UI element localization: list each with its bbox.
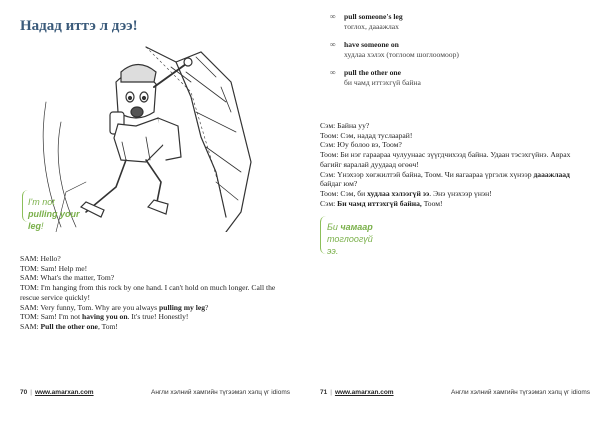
dialogue-text: ? bbox=[205, 302, 209, 312]
callout-text-pre: Би bbox=[327, 222, 338, 232]
idiom-english: pull the other one bbox=[344, 68, 402, 77]
page-footer bbox=[320, 386, 590, 398]
idiom-highlight: having you on bbox=[82, 312, 128, 322]
dialogue-line bbox=[20, 303, 290, 313]
idiom-list bbox=[330, 12, 580, 96]
dialogue-line bbox=[320, 131, 590, 141]
dialogue-text: Сэм, надад туслаарай! bbox=[338, 130, 413, 140]
speaker-name: TOM: bbox=[20, 283, 39, 293]
speaker-name: SAM: bbox=[20, 302, 39, 312]
idiom-mongolian: тоглох, дааажлах bbox=[344, 21, 399, 31]
dialogue-text: Үнэхээр хөгжилтэй байна, Тоом. Чи яагаараа үргэлж хүнээр bbox=[335, 169, 534, 179]
dialogue-text: Hello? bbox=[38, 254, 61, 263]
idiom-highlight: дааажлаад bbox=[533, 169, 570, 179]
dialogue-line bbox=[20, 273, 290, 283]
dialogue-text: . Энэ үнэхээр үнэн! bbox=[429, 188, 492, 198]
dialogue-line bbox=[320, 150, 590, 169]
idiom-mongolian: худлаа хэлэх (тоглоом шоглоомоор) bbox=[344, 49, 459, 59]
speaker-name: Сэм: bbox=[320, 198, 336, 208]
dialogue-text: , Tom! bbox=[97, 321, 118, 331]
dialogue-text: Сэм, би bbox=[338, 188, 368, 198]
dialogue-line bbox=[320, 189, 590, 199]
mongolian-dialogue bbox=[320, 121, 590, 208]
infinity-icon: ∞ bbox=[330, 40, 336, 49]
infinity-icon: ∞ bbox=[330, 68, 336, 77]
idiom-highlight: Би чамд иттэхгүй байна, bbox=[337, 198, 422, 208]
dialogue-text: I'm hanging from this rock by one hand. I can't hold on much longer. Call the rescue service quickly! bbox=[20, 283, 276, 302]
page-number: 71 bbox=[320, 388, 328, 396]
dialogue-line bbox=[20, 322, 290, 332]
speaker-name: Тоом: bbox=[320, 188, 339, 198]
dialogue-line bbox=[320, 170, 590, 189]
idiom-item bbox=[330, 40, 580, 59]
speaker-name: SAM: bbox=[20, 321, 39, 331]
speaker-name: Тоом: bbox=[320, 150, 339, 160]
dialogue-text: Sam! I'm not bbox=[38, 312, 82, 322]
idiom-callout-mongolian bbox=[320, 216, 390, 254]
dialogue-line bbox=[20, 264, 290, 274]
speaker-name: Сэм: bbox=[320, 121, 336, 130]
dialogue-line bbox=[20, 312, 290, 322]
footer-separator: | bbox=[330, 388, 332, 396]
speaker-name: Тоом: bbox=[320, 130, 339, 140]
idiom-highlight: pulling my leg bbox=[159, 302, 206, 312]
dialogue-text: Sam! Help me! bbox=[38, 263, 88, 273]
callout-text-pre: I'm not bbox=[28, 197, 55, 207]
idiom-item bbox=[330, 68, 580, 87]
callout-text-post: ! bbox=[41, 221, 44, 231]
dialogue-line bbox=[320, 199, 590, 209]
english-dialogue bbox=[20, 254, 290, 332]
speaker-name: TOM: bbox=[20, 263, 39, 273]
dialogue-text: Би нэг гараараа чулуунаас зүүгдчихээд байна. Удаан тэсэхгүйнэ. Аврах багийг яаралай дуудаад өгөөч! bbox=[320, 150, 571, 169]
idiom-mongolian: би чамд иттэхгүй байна bbox=[344, 77, 421, 87]
site-link[interactable]: www.amarxan.com bbox=[34, 388, 94, 396]
idiom-english: have someone on bbox=[344, 40, 399, 49]
dialogue-text: Байна уу? bbox=[335, 121, 370, 130]
footer-description: Англи хэлний хамгийн түгээмэл хэлц үг idioms bbox=[151, 388, 290, 396]
dialogue-text: Very funny, Tom. Why are you always bbox=[38, 302, 160, 312]
dialogue-line bbox=[320, 121, 590, 131]
speaker-name: SAM: bbox=[20, 254, 39, 263]
site-link[interactable]: www.amarxan.com bbox=[334, 388, 394, 396]
page-title: Надад иттэ л дээ! bbox=[20, 18, 138, 34]
callout-text-bold: pulling your leg bbox=[28, 209, 80, 231]
dialogue-text: Тоом! bbox=[421, 198, 443, 208]
page-number: 70 bbox=[20, 388, 28, 396]
dialogue-line bbox=[320, 140, 590, 150]
speaker-name: Сэм: bbox=[320, 140, 336, 150]
dialogue-text: What's the matter, Tom? bbox=[38, 273, 115, 283]
callout-text-post: тоглоогүй ээ. bbox=[327, 234, 373, 256]
dialogue-line bbox=[20, 254, 290, 264]
idiom-highlight: худлаа хэлээгүй ээ bbox=[367, 188, 430, 198]
callout-text-bold: чамаар bbox=[340, 222, 373, 232]
dialogue-text: Юу болоо вэ, Тоом? bbox=[335, 140, 402, 150]
dialogue-text: . It's true! Honestly! bbox=[127, 312, 189, 322]
page-footer bbox=[20, 386, 290, 398]
dialogue-line bbox=[20, 283, 290, 302]
idiom-highlight: Pull the other one bbox=[40, 321, 98, 331]
speaker-name: Сэм: bbox=[320, 169, 336, 179]
idiom-english: pull someone's leg bbox=[344, 12, 403, 21]
dialogue-text: байдаг юм? bbox=[320, 179, 358, 189]
footer-separator: | bbox=[30, 388, 32, 396]
speaker-name: TOM: bbox=[20, 312, 39, 322]
infinity-icon: ∞ bbox=[330, 12, 336, 21]
idiom-item bbox=[330, 12, 580, 31]
idiom-callout bbox=[22, 190, 92, 231]
speaker-name: SAM: bbox=[20, 273, 39, 283]
footer-description: Англи хэлний хамгийн түгээмэл хэлц үг idioms bbox=[451, 388, 590, 396]
